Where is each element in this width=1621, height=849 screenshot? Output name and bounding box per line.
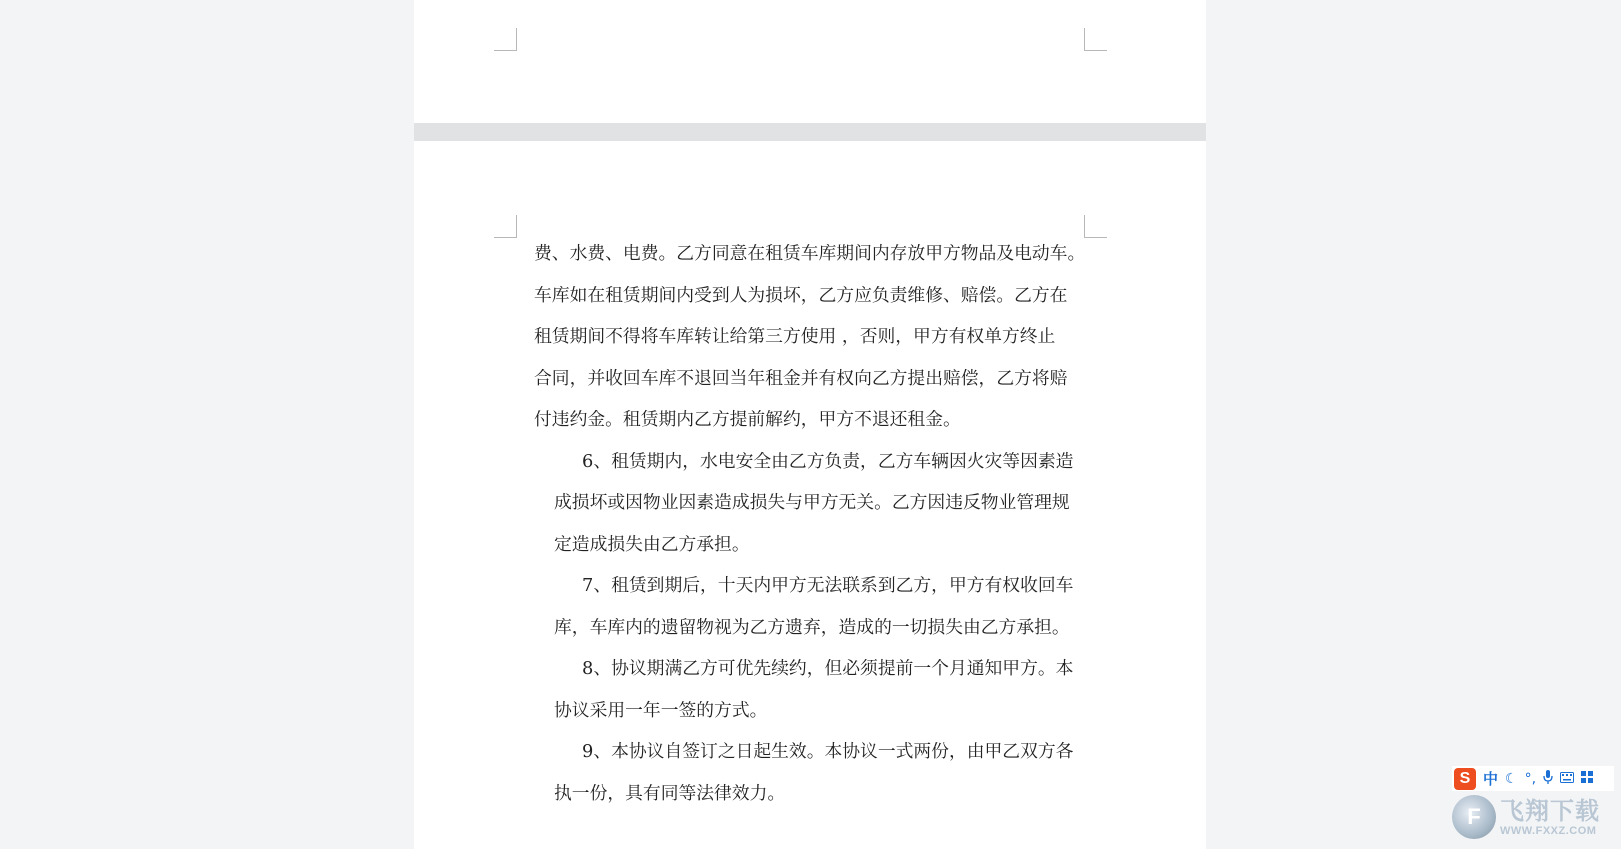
ime-logo-icon[interactable]: S	[1454, 768, 1476, 790]
margin-corner-top-right	[1084, 28, 1107, 51]
clause-7-line: 7、租赁到期后，十天内甲方无法联系到乙方，甲方有权收回车	[582, 575, 1074, 596]
watermark	[1452, 791, 1614, 843]
margin-corner-top-left	[494, 215, 517, 238]
punctuation-icon[interactable]: °,	[1524, 770, 1537, 787]
margin-corner-top-left	[494, 28, 517, 51]
document-line: 车库如在租赁期间内受到人为损坏，乙方应负责维修、赔偿。乙方在	[534, 284, 1068, 306]
previous-page	[414, 0, 1206, 123]
clause-8-line: 8、协议期满乙方可优先续约，但必须提前一个月通知甲方。本	[582, 658, 1074, 679]
clause-9-line: 9、本协议自签订之日起生效。本协议一式两份，由甲乙双方各	[582, 741, 1074, 762]
clause-6-line: 6、租赁期内，水电安全由乙方负责，乙方车辆因火灾等因素造	[582, 450, 1074, 472]
document-line: 费、水费、电费。乙方同意在租赁车库期间内存放甲方物品及电动车。	[534, 243, 1086, 264]
clause-6-line: 定造成损失由乙方承担。	[554, 533, 750, 555]
watermark-url: WWW.FXXZ.COM	[1500, 825, 1597, 837]
clause-7-line: 库，车库内的遗留物视为乙方遗弃，造成的一切损失由乙方承担。	[554, 616, 1070, 638]
clause-8-line: 协议采用一年一签的方式。	[554, 699, 768, 721]
document-line: 租赁期间不得将车库转让给第三方使用 ，否则，甲方有权单方终止	[534, 326, 1056, 347]
clause-6-line: 成损坏或因物业因素造成损失与甲方无关。乙方因违反物业管理规	[554, 492, 1070, 513]
watermark-title: 飞翔下载	[1500, 797, 1600, 825]
grid-icon[interactable]	[1581, 771, 1593, 786]
moon-icon[interactable]: ☾	[1505, 770, 1518, 787]
keyboard-icon[interactable]	[1560, 772, 1574, 786]
document-line: 合同，并收回车库不退回当年租金并有权向乙方提出赔偿，乙方将赔	[534, 367, 1068, 389]
margin-corner-top-right	[1084, 215, 1107, 238]
watermark-logo-icon: F	[1452, 795, 1496, 839]
document-line: 付违约金。租赁期内乙方提前解约，甲方不退还租金。	[534, 409, 961, 430]
document-body[interactable]	[534, 233, 1086, 814]
clause-9-line: 执一份，具有同等法律效力。	[554, 782, 786, 804]
document-page[interactable]	[414, 141, 1206, 849]
microphone-icon[interactable]	[1543, 770, 1553, 787]
ime-mode-toggle[interactable]: 中	[1483, 770, 1499, 788]
ime-toolbar[interactable]	[1452, 766, 1614, 791]
